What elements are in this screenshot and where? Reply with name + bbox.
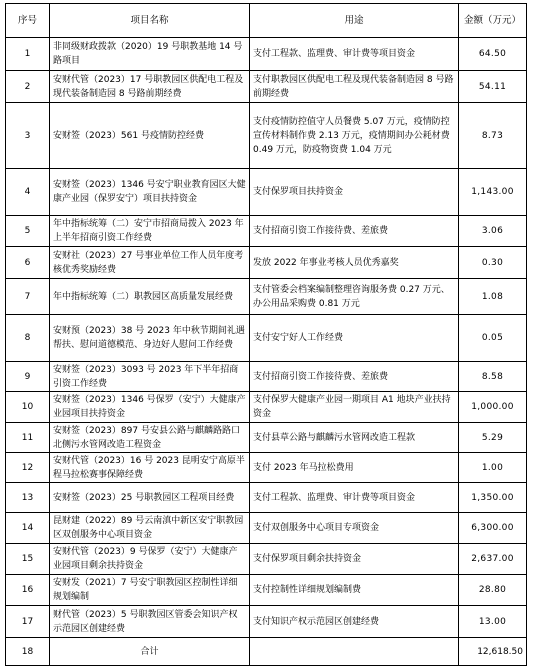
table-row [6,453,527,483]
header-no: 序号 [6,4,50,38]
row-name: 非同级财政拨款（2020）19 号职教基地 14 号路项目 [50,38,250,71]
row-name: 安财签（2023）25 号职教园区工程项目经费 [50,483,250,513]
row-no: 12 [6,453,50,483]
row-amount: 1.08 [459,279,527,315]
row-amount: 8.58 [459,362,527,392]
row-name: 安财代管（2023）16 号 2023 昆明安宁高原半程马拉松赛事保障经费 [50,453,250,483]
row-name: 年中指标统筹（二）安宁市招商局拨入 2023 年上半年招商引资工作经费 [50,216,250,247]
total-row [6,638,527,666]
total-label: 合计 [50,638,250,666]
table-row [6,544,527,575]
row-name: 安财签（2023）1346 号安宁职业教育园区大健康产业园（保罗安宁）项目扶持资金 [50,169,250,216]
row-name: 财代管（2023）5 号职教园区管委会知识产权示范园区创建经费 [50,606,250,638]
row-amount: 1,143.00 [459,169,527,216]
row-no: 16 [6,575,50,606]
row-no: 8 [6,315,50,362]
row-name: 安财签（2023）1346 号保罗（安宁）大健康产业园项目扶持资金 [50,392,250,423]
table-row [6,392,527,423]
row-name: 安财发（2021）7 号安宁职教园区控制性详细规划编制 [50,575,250,606]
row-amount: 1,000.00 [459,392,527,423]
row-use: 支付控制性详细规划编制费 [250,575,459,606]
header-name: 项目名称 [50,4,250,38]
row-amount: 5.29 [459,423,527,453]
table-row [6,513,527,544]
row-use: 支付保罗项目剩余扶持资金 [250,544,459,575]
table-row [6,483,527,513]
row-no: 17 [6,606,50,638]
total-use-empty [250,638,459,666]
table-row [6,216,527,247]
row-no: 1 [6,38,50,71]
row-name: 安财社（2023）27 号事业单位工作人员年度考核优秀奖励经费 [50,247,250,279]
header-row [6,4,527,38]
table-row [6,103,527,169]
row-use: 支付招商引资工作接待费、差旅费 [250,216,459,247]
row-amount: 1.00 [459,453,527,483]
row-use: 支付工程款、监理费、审计费等项目资金 [250,483,459,513]
row-amount: 13.00 [459,606,527,638]
table-row [6,362,527,392]
table-row [6,423,527,453]
row-no: 3 [6,103,50,169]
row-amount: 1,350.00 [459,483,527,513]
table-row [6,38,527,71]
row-amount: 6,300.00 [459,513,527,544]
row-no: 10 [6,392,50,423]
row-name: 安财签（2023）3093 号 2023 年下半年招商引资工作经费 [50,362,250,392]
row-use: 支付县草公路与麒麟污水管网改造工程款 [250,423,459,453]
row-name: 年中指标统筹（二）职教园区高质量发展经费 [50,279,250,315]
row-no: 4 [6,169,50,216]
row-amount: 64.50 [459,38,527,71]
row-no: 15 [6,544,50,575]
row-use: 支付 2023 年马拉松费用 [250,453,459,483]
row-amount: 0.05 [459,315,527,362]
row-no: 6 [6,247,50,279]
table-row [6,71,527,103]
table-row [6,169,527,216]
row-name: 安财签（2023）561 号疫情防控经费 [50,103,250,169]
table-row [6,247,527,279]
row-use: 支付招商引资工作接待费、差旅费 [250,362,459,392]
row-amount: 8.73 [459,103,527,169]
row-use: 支付双创服务中心项目专项资金 [250,513,459,544]
row-no: 7 [6,279,50,315]
row-no: 14 [6,513,50,544]
row-use: 支付保罗项目扶持资金 [250,169,459,216]
row-use: 支付工程款、监理费、审计费等项目资金 [250,38,459,71]
row-use: 支付安宁好人工作经费 [250,315,459,362]
table-row [6,606,527,638]
row-amount: 0.30 [459,247,527,279]
row-amount: 2,637.00 [459,544,527,575]
row-name: 昆财建（2022）89 号云南滇中新区安宁职教园区双创服务中心项目资金 [50,513,250,544]
total-no: 18 [6,638,50,666]
total-amount: 12,618.50 [459,638,527,666]
row-name: 安财预（2023）38 号 2023 年中秋节期间礼遇帮扶、慰问道德模范、身边好人慰问工作经费 [50,315,250,362]
row-no: 11 [6,423,50,453]
row-no: 13 [6,483,50,513]
row-amount: 28.80 [459,575,527,606]
row-use: 支付保罗大健康产业园一期项目 A1 地块产业扶持资金 [250,392,459,423]
row-use: 支付管委会档案编制整理咨询服务费 0.27 万元、办公用品采购费 0.81 万元 [250,279,459,315]
header-use: 用途 [250,4,459,38]
row-no: 9 [6,362,50,392]
row-use: 支付职教园区供配电工程及现代装备制造园 8 号路前期经费 [250,71,459,103]
table-row [6,315,527,362]
row-no: 2 [6,71,50,103]
row-name: 安财代管（2023）17 号职教园区供配电工程及现代装备制造园 8 号路前期经费 [50,71,250,103]
row-use: 支付知识产权示范园区创建经费 [250,606,459,638]
row-use: 发放 2022 年事业考核人员优秀嘉奖 [250,247,459,279]
table-row [6,279,527,315]
row-amount: 3.06 [459,216,527,247]
table-row [6,575,527,606]
row-name: 安财签（2023）897 号安县公路与麒麟路路口北侧污水管网改造工程资金 [50,423,250,453]
row-no: 5 [6,216,50,247]
row-amount: 54.11 [459,71,527,103]
header-amount: 金额（万元） [459,4,527,38]
row-name: 安财代管（2023）9 号保罗（安宁）大健康产业园项目剩余扶持资金 [50,544,250,575]
funds-table [5,3,527,666]
row-use: 支付疫情防控值守人员餐费 5.07 万元，疫情防控宣传材料制作费 2.13 万元，疫情期间办公耗材费 0.49 万元，防疫物资费 1.04 万元 [250,103,459,169]
